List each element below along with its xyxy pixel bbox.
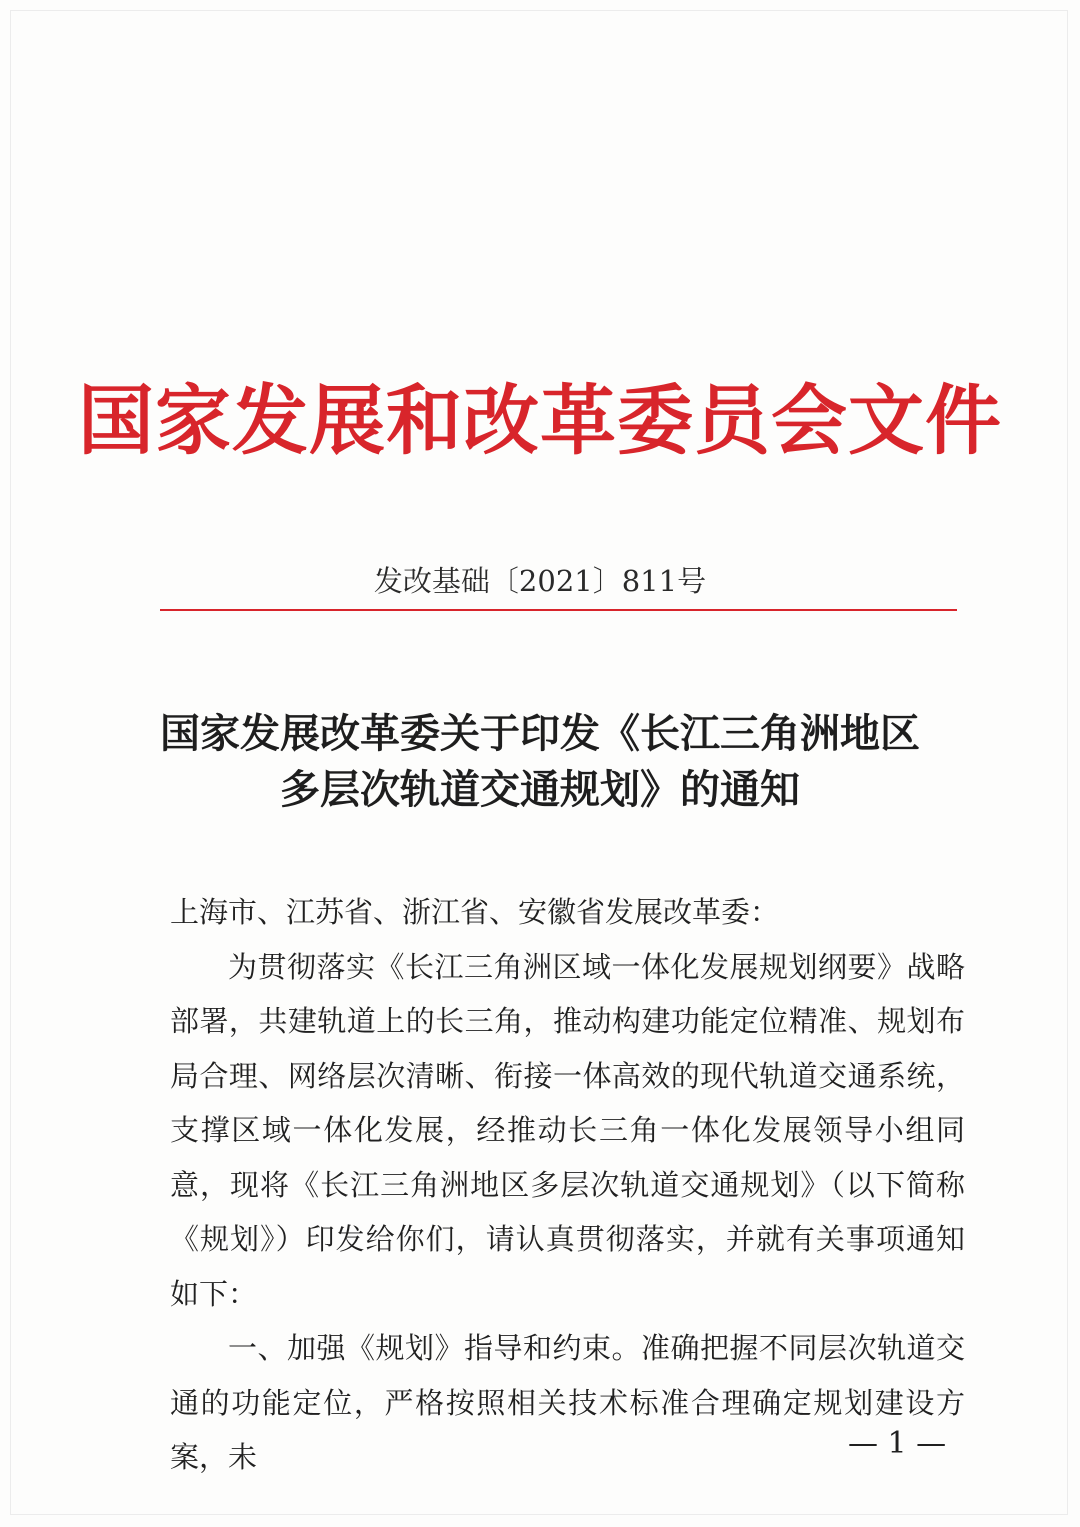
notice-title xyxy=(0,706,1080,818)
notice-title-line-1: 国家发展改革委关于印发《长江三角洲地区 xyxy=(160,710,920,757)
page-number: — 1 — xyxy=(848,1426,947,1461)
body-paragraph-2: 一、加强《规划》指导和约束。准确把握不同层次轨道交通的功能定位，严格按照相关技术标准合理确定规划建设方案，未 xyxy=(170,1331,965,1474)
body-paragraph-1: 为贯彻落实《长江三角洲区域一体化发展规划纲要》战略部署，共建轨道上的长三角，推动构建功能定位精准、规划布局合理、网络层次清晰、衔接一体高效的现代轨道交通系统，支撑区域一体化发展，经推动长三角一体化发展领导小组同意，现将《长江三角洲地区多层次轨道交通规划》（以下简称《规划》）印发给你们，请认真贯彻落实，并就有关事项通知如下： xyxy=(170,949,965,1311)
document-header-title: 国家发展和改革委员会文件 xyxy=(78,376,1002,465)
notice-title-line-2: 多层次轨道交通规划》的通知 xyxy=(280,766,800,813)
salutation: 上海市、江苏省、浙江省、安徽省发展改革委： xyxy=(170,895,780,929)
red-separator-line xyxy=(160,609,957,611)
notice-body xyxy=(170,885,965,1485)
document-number: 发改基础〔2021〕811号 xyxy=(373,564,707,598)
